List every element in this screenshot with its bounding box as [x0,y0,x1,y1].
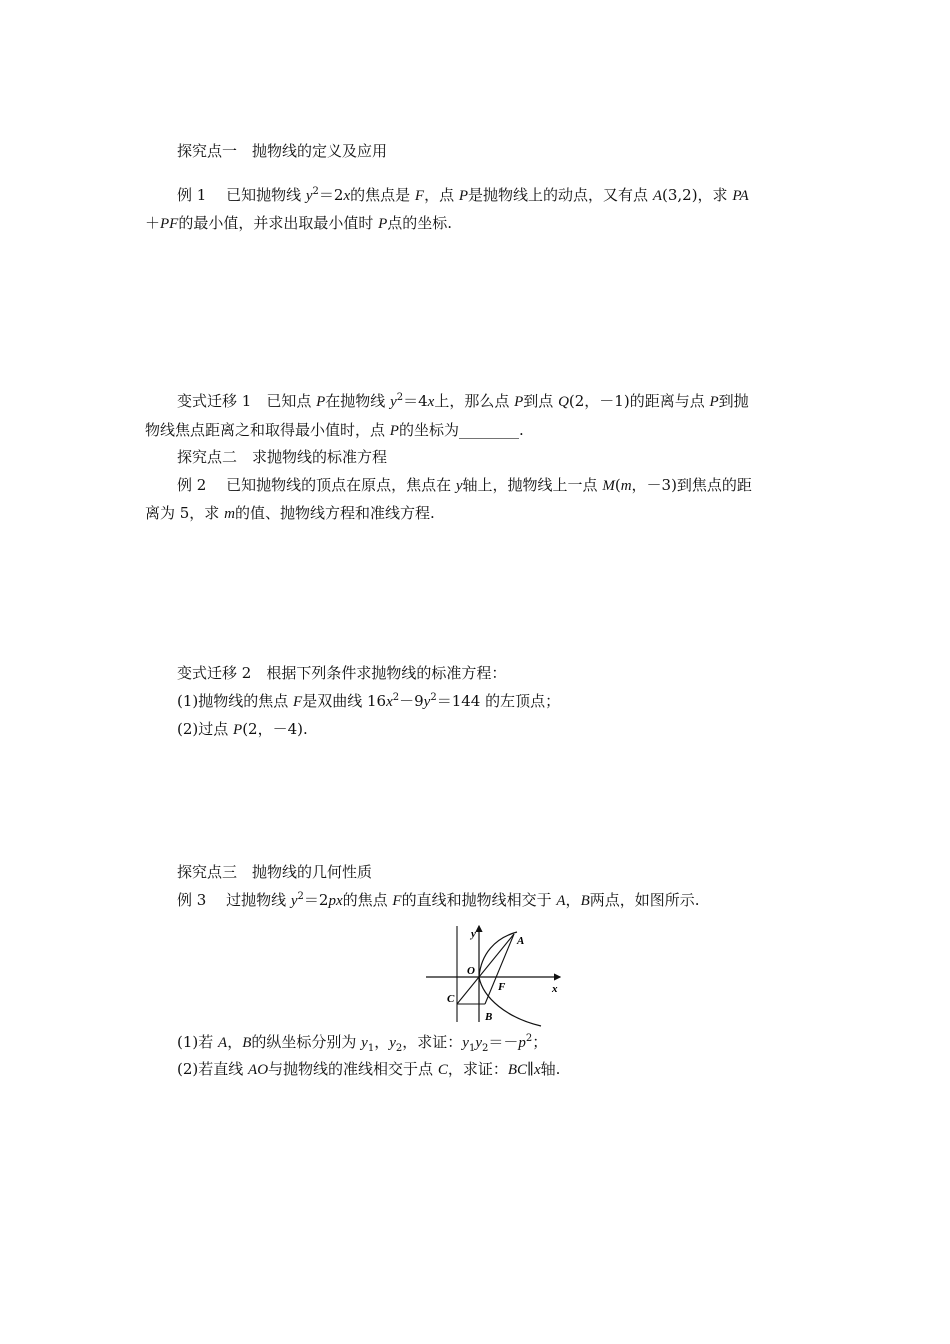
example3-q2: (2)若直线 AO与抛物线的准线相交于点 C，求证：BC∥x轴. [177,1060,561,1078]
example3-q1: (1)若 A，B的纵坐标分别为 $y_1$，$y_2$，求证：$y_1y_2=-p^2$； [177,1033,548,1054]
section3-heading: 探究点三 抛物线的几何性质 [177,863,373,881]
section2-heading: 探究点二 求抛物线的标准方程 [177,448,388,466]
variant2-item1: (1)抛物线的焦点 F是双曲线 $16x^2-9y^2=144$ 的左顶点； [177,692,561,710]
chord-ab [485,934,514,1004]
example1-line2: ＋PF的最小值，并求出取最小值时 P点的坐标. [145,214,453,232]
parabola-figure [423,922,568,1028]
variant2-line1: 变式迁移 2 根据下列条件求抛物线的标准方程： [177,664,507,682]
variant1-line1: 变式迁移 1 已知点 P在抛物线 $y^2=4x$上，那么点 P到点 Q(2，－1)的距离与点 P到抛 [177,392,749,410]
label-o: O [467,965,475,977]
label-f: F [498,981,506,993]
section1-heading: 探究点一 抛物线的定义及应用 [177,142,388,160]
line-ao [457,934,514,1004]
label-a: A [517,935,525,947]
variant1-line2: 物线焦点距离之和取得最小值时，点 P的坐标为________. [145,421,524,439]
example2-line2: 离为 5，求 m的值、抛物线方程和准线方程. [145,504,435,522]
label-c: C [447,993,455,1005]
label-b: B [485,1011,493,1023]
variant2-item2: (2)过点 P(2，－4). [177,720,308,738]
label-y: y [471,928,476,940]
example1-line1: 例 1 已知抛物线 $y^2=2x$的焦点是 F，点 P是抛物线上的动点，又有点 A(3,2)，求 PA [177,186,749,204]
example2-line1: 例 2 已知抛物线的顶点在原点，焦点在 y轴上，抛物线上一点 M(m，－3)到焦点的距 [177,476,752,494]
label-x: x [552,983,558,995]
example3-line1: 例 3 过抛物线 $y^2=2px$的焦点 F的直线和抛物线相交于 A，B两点，如图所示. [177,891,700,909]
